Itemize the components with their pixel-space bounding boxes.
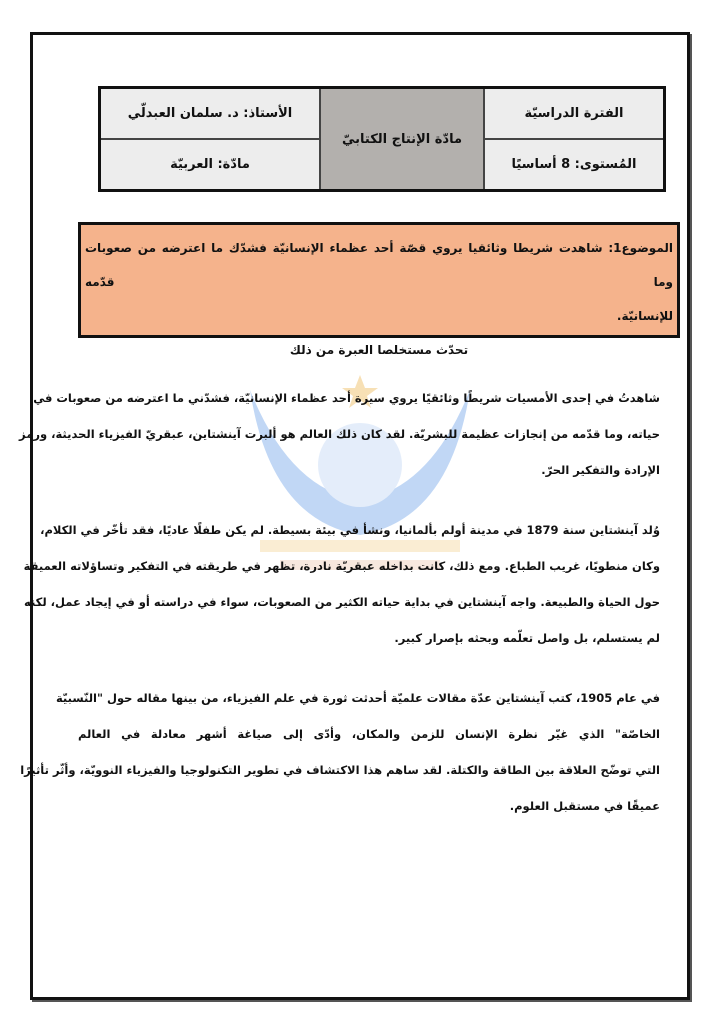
text-line: في عام 1905، كتب آينشتاين عدّة مقالات علميّة أحدثت ثورة في علم الفيزياء، من بينها مقاله حول "النّسبيّة	[55, 691, 660, 705]
teacher-name: الأستاذ: د. سلمان العبدلّي	[101, 89, 319, 140]
essay-body	[19, 380, 660, 848]
subject-title: مادّة الإنتاج الكتابيّ	[319, 89, 485, 189]
topic-box	[78, 222, 680, 357]
paragraph	[19, 380, 660, 488]
subject-name: مادّة: العربيّة	[101, 140, 319, 189]
text-line: لم يستسلم، بل واصل تعلّمه وبحثه بإصرار كبير.	[394, 631, 660, 645]
text-line: حياته، وما قدّمه من إنجازات عظيمة للبشريّة. لقد كان ذلك العالم هو ألبرت آينشتاين، عبقريّ الفيزياء الحديثة، ورمز	[19, 427, 660, 441]
text-line: حول الحياة والطبيعة. واجه آينشتاين في بداية حياته الكثير من الصعوبات، سواء في دراسته أو في إيجاد عمل، لكنه	[23, 595, 660, 609]
level: المُستوى: 8 أساسيًا	[485, 140, 663, 189]
text-line: الخاصّة" الذي غيّر نظرة الإنسان للزمن والمكان، وأدّى إلى صياغة أشهر معادلة في العالم	[78, 727, 660, 741]
header-table	[98, 86, 666, 192]
topic-line: للإنسانيّة.	[616, 309, 673, 323]
text-line: التي توضّح العلاقة بين الطاقة والكتلة. لقد ساهم هذا الاكتشاف في تطوير التكنولوجيا والفيزياء النوويّة، وأثّر تأثيرًا	[20, 763, 660, 777]
text-line: وكان منطويًا، غريب الطباع. ومع ذلك، كانت بداخله عبقريّة نادرة، تظهر في طريقته في التفكير وتساؤلاته العميقة	[23, 559, 660, 573]
text-line: شاهدتُ في إحدى الأمسيات شريطًا وثائقيًا يروي سيرة أحد عظماء الإنسانيّة، فشدّني ما اعترضه من صعوبات في	[33, 391, 660, 405]
topic-line: الموضوع1: شاهدت شريطا وثائقيا يروي قصّة أحد عظماء الإنسانيّة فشدّك ما اعترضه من صعوبات وما قدّمه	[85, 241, 673, 289]
text-line: الإرادة والتفكير الحرّ.	[541, 463, 660, 477]
study-period: الفترة الدراسيّة	[485, 89, 663, 140]
paragraph	[20, 680, 660, 824]
text-line: عميقًا في مستقبل العلوم.	[509, 799, 660, 813]
topic-instruction: تحدّث مستخلصا العبرة من ذلك	[289, 343, 469, 357]
text-line: وُلد آينشتاين سنة 1879 في مدينة أولم بألمانيا، ونشأ في بيئة بسيطة. لم يكن طفلًا عاديًا، فقد تأخّر في الكلام،	[40, 523, 660, 537]
paragraph	[23, 512, 660, 656]
